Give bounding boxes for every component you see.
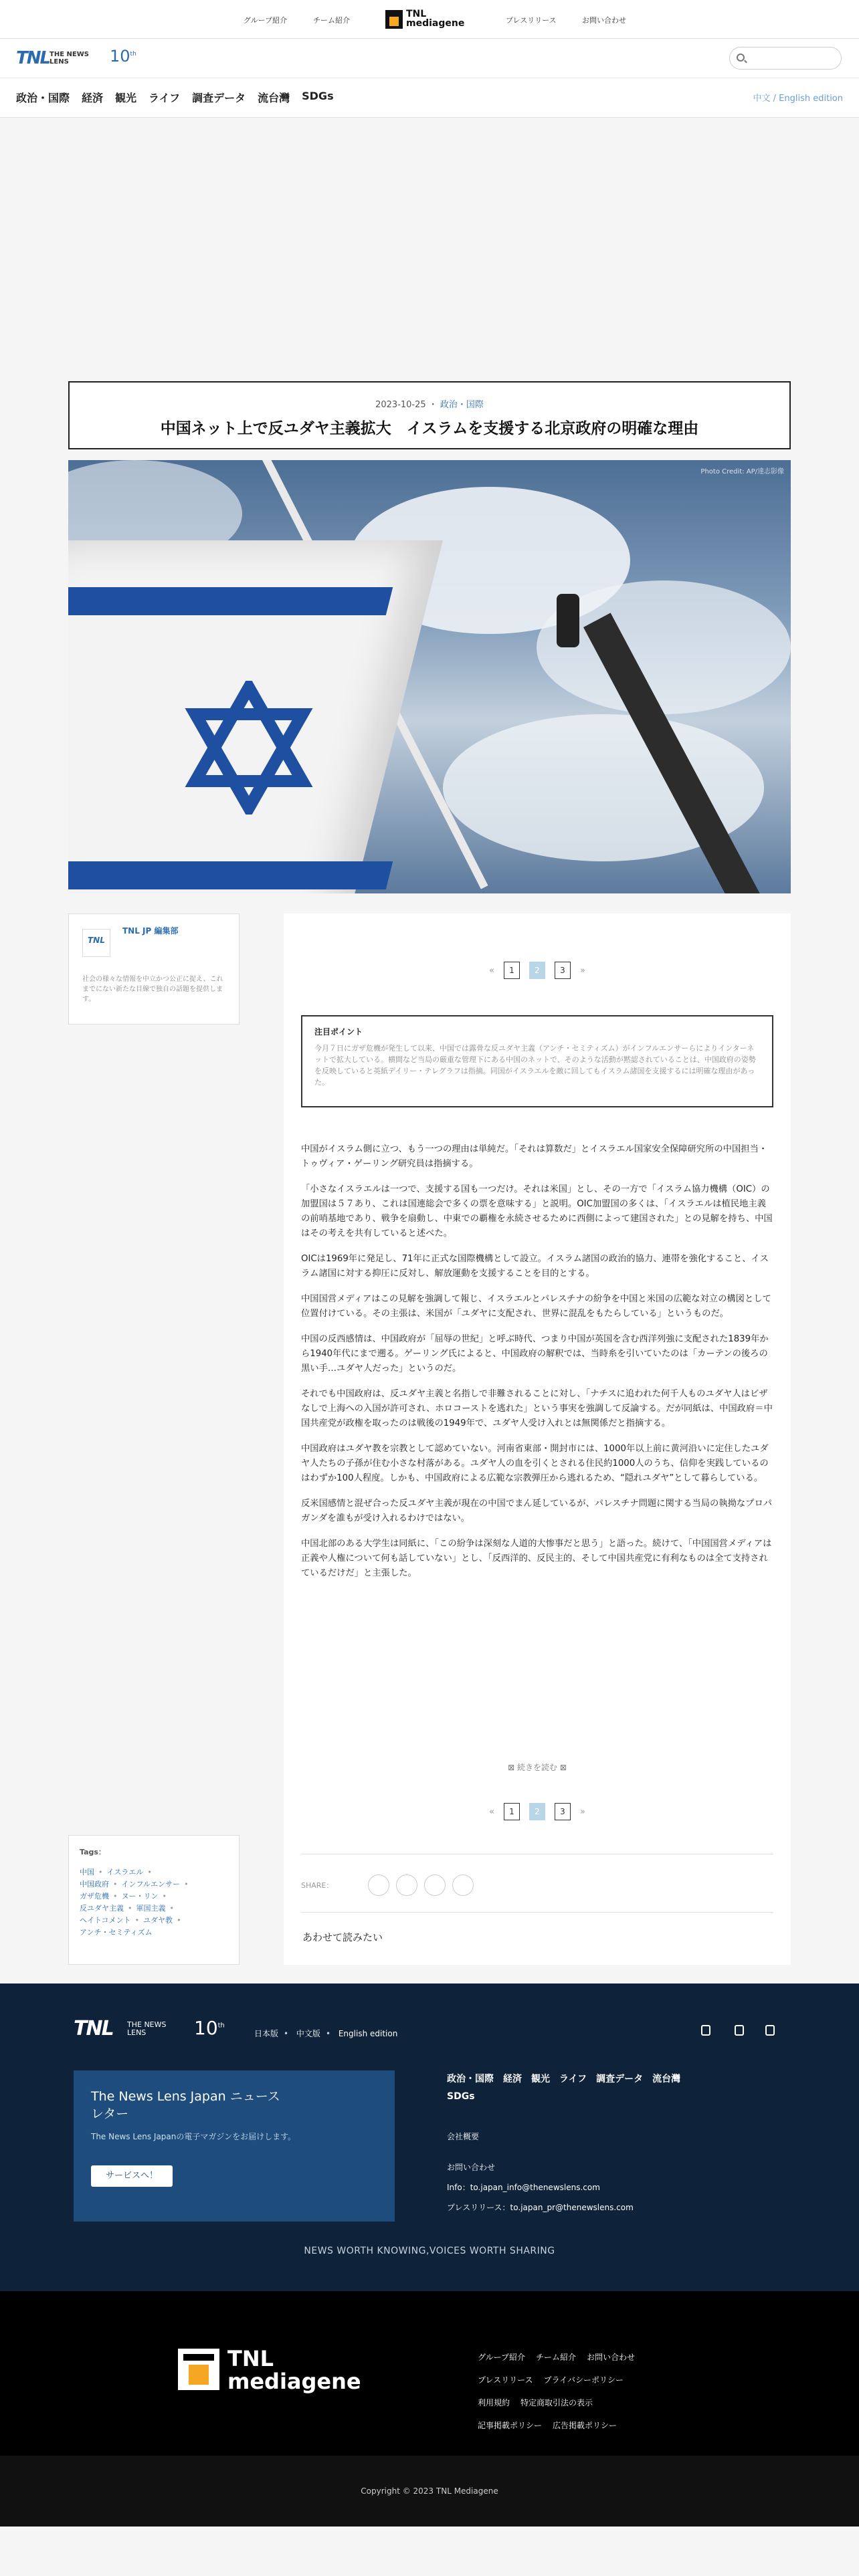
footer-link-chinese[interactable]: 中文版 — [296, 2029, 320, 2038]
footer-group-link[interactable]: 広告掲載ポリシー — [553, 2421, 617, 2430]
pagination-page-active[interactable]: 2 — [529, 962, 545, 979]
copyright-text: Copyright © 2023 TNL Mediagene — [361, 2486, 498, 2496]
share-bar — [301, 1854, 773, 1913]
read-more-link[interactable]: ⊠ 続きを読む ⊠ — [508, 1763, 567, 1772]
footer-group-link[interactable]: プレスリリース — [478, 2375, 533, 2385]
footer-company-link[interactable]: 会社概要 — [447, 2132, 480, 2141]
footer-category[interactable]: SDGs — [447, 2091, 475, 2102]
author-avatar[interactable] — [82, 929, 110, 957]
pagination-prev[interactable]: « — [489, 1806, 494, 1817]
nav-item-economy[interactable]: 経済 — [82, 92, 104, 104]
article-body — [301, 1142, 773, 1592]
twitter-icon[interactable] — [765, 2025, 775, 2036]
newsletter-button[interactable]: サービスへ！ — [91, 2165, 173, 2187]
logo-tnl: TNL — [16, 48, 50, 68]
body-paragraph: 中国政府はユダヤ教を宗教として認めていない。河南省東部・開封市には、1000年以上前に黄河沿いに定住したユダヤ人たちの子孫が住む小さな村落がある。ユダヤ人の血を引くとされる住民約1000人のうち、信仰を実践しているのはわずか100人程度。しかも、中国政府による広範な宗教弾圧から逃れるため、“隠れユダヤ”として暮らしている。 — [301, 1444, 769, 1483]
search-icon[interactable] — [737, 53, 745, 62]
footer-group-link[interactable]: グループ紹介 — [478, 2353, 526, 2362]
tags-list: 中国 • イスラエル • 中国政府 • インフルエンサー • ガザ危機 • ヌー・リン • 反ユダヤ主義 • 軍国主義 • ヘイトコメント • ユダヤ教 • アンチ・セミティズム — [80, 1868, 189, 1937]
footer-info — [447, 2127, 634, 2218]
footer-group-link[interactable]: チーム紹介 — [536, 2353, 577, 2362]
tag-link[interactable]: 中国政府 — [80, 1880, 109, 1889]
hero-image — [68, 460, 791, 893]
tnl-mediagene-large-mark-icon — [178, 2349, 219, 2390]
body-paragraph: 中国がイスラム側に立つ、もう一つの理由は単純だ。「それは算数だ」とイスラエル国家安全保障研究所の中国担当・トゥヴィア・ゲーリング研究員は指摘する。 — [301, 1144, 768, 1169]
footer-group-link[interactable]: 利用規約 — [478, 2398, 510, 2407]
pagination-prev[interactable]: « — [489, 965, 494, 976]
article-meta — [70, 397, 789, 410]
body-paragraph: それでも中国政府は、反ユダヤ主義と名指しで非難されることに対し、「ナチスに追われた何千人ものユダヤ人はビザなしで上海への入国が許可され、ホロコーストを逃れた」という事実を強調して反論する。だが同紙は、中国政府＝中国共産党が政権を取ったのは戦後の1949年で、ユダヤ人受け入れとは無関係だと指摘する。 — [301, 1389, 773, 1428]
pagination-page-active[interactable]: 2 — [529, 1803, 545, 1820]
footer-group — [0, 2291, 859, 2456]
newsletter-desc: The News Lens Japanの電子マガジンをお届けします。 — [91, 2132, 296, 2141]
tag-link[interactable]: アンチ・セミティズム — [80, 1928, 153, 1937]
body-paragraph: 反米国感情と混ぜ合った反ユダヤ主義が現在の中国でまん延しているが、パレスチナ問題に関する当局の執拗なプロパガンダを誰もが受け入れるわけではない。 — [301, 1499, 773, 1523]
twitter-share-icon[interactable] — [396, 1874, 417, 1896]
footer-category[interactable]: ライフ — [559, 2074, 587, 2084]
tnl-mediagene-large-logo[interactable] — [178, 2346, 379, 2395]
language-switch[interactable]: 中文 / English edition — [753, 94, 843, 104]
article-title: 中国ネット上で反ユダヤ主義拡大 イスラムを支援する北京政府の明確な理由 — [160, 420, 699, 437]
footer-contact-link[interactable]: お問い合わせ — [447, 2163, 496, 2172]
tag-link[interactable]: ガザ危機 — [80, 1892, 109, 1901]
site-header — [0, 39, 859, 118]
tags-title: Tags： — [80, 1848, 106, 1856]
footer-group-links — [478, 2346, 692, 2437]
body-paragraph: 中国の反西感情は、中国政府が「屈辱の世紀」と呼ぶ時代、つまり中国が英国を含む西洋列強に支配された1839年から1940年代にまで遡る。ゲーリング氏によると、中国政府の解釈では、当時糸を引いていたのは「カーテンの後ろの黒い手…ユダヤ人だった」というのだ。 — [301, 1334, 769, 1374]
flag-stripe — [68, 587, 393, 615]
nav-item-sdgs[interactable]: SDGs — [302, 90, 334, 102]
pagination-page[interactable]: 3 — [555, 1803, 571, 1820]
newsletter-box — [74, 2070, 395, 2222]
tag-link[interactable]: ユダヤ教 — [143, 1916, 173, 1925]
footer-info-email: Info：to.japan_info@thenewslens.com — [447, 2183, 600, 2192]
tag-link[interactable]: イスラエル — [106, 1868, 144, 1876]
footer-slogan: NEWS WORTH KNOWING,VOICES WORTH SHARING — [304, 2246, 555, 2256]
search-input[interactable] — [750, 51, 836, 65]
tag-link[interactable]: インフルエンサー — [121, 1880, 181, 1889]
footer-category[interactable]: 政治・国際 — [447, 2074, 494, 2084]
link-share-icon[interactable] — [452, 1874, 474, 1896]
logo-name: THE NEWS LENS — [50, 51, 89, 66]
key-point-box — [301, 1015, 773, 1107]
star-of-david-icon — [182, 681, 316, 815]
copyright-bar — [0, 2456, 859, 2527]
footer-category[interactable]: 調査データ — [596, 2074, 644, 2084]
ad-space — [0, 118, 859, 381]
footer-category[interactable]: 観光 — [531, 2074, 550, 2084]
key-point-heading: 注目ポイント — [314, 1027, 363, 1037]
footer-group-link[interactable]: プライバシーポリシー — [543, 2375, 624, 2385]
newsletter-title: The News Lens Japan ニュースレター — [91, 2089, 280, 2121]
topbar-link-team[interactable]: チーム紹介 — [313, 16, 350, 25]
tags-box — [68, 1835, 240, 1965]
pagination-next[interactable]: » — [580, 1806, 585, 1817]
instagram-icon[interactable] — [735, 2025, 744, 2036]
tnl-mediagene-wordmark: TNL mediagene — [406, 9, 465, 29]
tag-link[interactable]: 反ユダヤ主義 — [80, 1904, 124, 1913]
footer-group-link[interactable]: 記事掲載ポリシー — [478, 2421, 543, 2430]
pagination-page[interactable]: 1 — [504, 962, 520, 979]
topbar-link-contact[interactable]: お問い合わせ — [582, 16, 626, 25]
tag-link[interactable]: 軍国主義 — [136, 1904, 166, 1913]
top-bar — [0, 0, 859, 39]
the-news-lens-logo[interactable] — [16, 47, 150, 70]
footer-group-link[interactable]: お問い合わせ — [587, 2353, 636, 2362]
pagination-page[interactable]: 1 — [504, 1803, 520, 1820]
footer-logo-tnl: TNL — [74, 2017, 113, 2040]
footer-press-email: プレスリリース：to.japan_pr@thenewslens.com — [447, 2203, 634, 2212]
line-share-icon[interactable] — [424, 1874, 446, 1896]
page-bottom — [0, 2527, 859, 2576]
tnl-mediagene-mark-icon — [385, 10, 403, 29]
tag-link[interactable]: ヌー・リン — [121, 1892, 159, 1901]
pagination-next[interactable]: » — [580, 965, 585, 976]
footer-logo-name: THE NEWS LENS — [127, 2020, 167, 2037]
footer-category[interactable]: 流台灣 — [652, 2074, 681, 2084]
footer-edition-links: 日本版 • 中文版 • English edition — [254, 2029, 398, 2038]
author-description: 社会の様々な情報を中立かつ公正に捉え、これまでにない新たな目線で独自の話題を提供します。 — [82, 976, 223, 1003]
topbar-link-group[interactable]: グループ紹介 — [244, 16, 288, 25]
tag-link[interactable]: 中国 — [80, 1868, 94, 1876]
footer-link-english[interactable]: English edition — [338, 2029, 398, 2038]
monument-statue — [557, 594, 579, 647]
flag-stripe — [68, 861, 393, 889]
tag-link[interactable]: ヘイトコメント — [80, 1916, 131, 1925]
nav-item-politics[interactable]: 政治・国際 — [16, 92, 70, 104]
footer-group-link[interactable]: 特定商取引法の表示 — [520, 2398, 593, 2407]
nav-item-taiwan[interactable]: 流台灣 — [258, 92, 290, 104]
logo-anniversary: 10th — [110, 47, 136, 66]
read-more-label: 続きを読む — [516, 1763, 557, 1772]
main-nav — [16, 90, 334, 105]
footer-logo-anniversary: 10th — [194, 2017, 225, 2039]
article-title-box — [68, 381, 791, 449]
facebook-share-icon[interactable] — [368, 1874, 389, 1896]
footer-categories — [447, 2070, 781, 2105]
article-date: 2023-10-25 — [375, 400, 426, 410]
tnl-mediagene-logo[interactable] — [385, 9, 475, 31]
article-main — [284, 914, 791, 1965]
footer-main — [0, 1983, 859, 2291]
footer-logo[interactable] — [74, 2017, 227, 2041]
footer-category[interactable]: 経済 — [503, 2074, 522, 2084]
article-category[interactable]: 政治・国際 — [440, 400, 484, 410]
body-paragraph: 中国国営メディアはこの見解を強調して報じ、イスラエルとパレスチナの紛争を中国と米国の広範な対立の構図として位置付けている。その主張は、米国が「ユダヤに支配され、世界に混乱をもたらしている」というものだ。 — [301, 1294, 771, 1319]
image-credit: Photo Credit: AP/達志影像 — [700, 468, 784, 475]
author-name[interactable]: TNL JP 編集部 — [122, 926, 179, 936]
facebook-icon[interactable] — [701, 2025, 710, 2036]
author-avatar-logo: TNL — [88, 936, 105, 945]
body-paragraph: 中国北部のある大学生は同紙に、「この紛争は深刻な人道的大惨事だと思う」と語った。続けて、「中国国営メディアは正義や人権について何も話していない」とし、「反西洋的、反民主的、そして中国共産党に有利なものは全て支持されているだけだ」と主張した。 — [301, 1539, 772, 1578]
search-box[interactable] — [729, 47, 842, 70]
body-paragraph: 「小さなイスラエルは一つで、支援する国も一つだけ。それは米国」とし、その一方で「イスラム協力機構（OIC）の加盟国は５７あり、これは国連総会で多くの票を意味する」と説明。OIC加盟国の多くは、「イスラエルは植民地主義の前哨基地であり、戦争を扇動し、中東での覇権を永続させるために西側によって建国された」との見解を持ち、中国はその考えを共有していると述べた。 — [301, 1184, 773, 1239]
related-heading: あわせて読みたい — [302, 1931, 383, 1943]
key-point-text: 今月７日にガザ危機が発生して以来、中国では露骨な反ユダヤ主義（アンチ・セミティズム）がインフルエンサーらによりインターネットで拡大している。横間など当局の厳重な管理下にある中国のネットで、そのような活動が黙認されていることは、中国政府の姿勢を反映していると英紙デイリー・テレグラフは指摘。同国がイスラエルを敵に回してもイスラム諸国を支援するには明確な理由があった。 — [314, 1044, 756, 1087]
nav-item-life[interactable]: ライフ — [149, 92, 181, 104]
topbar-link-press[interactable]: プレスリリース — [506, 16, 557, 25]
nav-item-research[interactable]: 調査データ — [192, 92, 246, 104]
nav-item-tourism[interactable]: 観光 — [115, 92, 137, 104]
pagination-bottom — [284, 1803, 791, 1820]
author-card — [68, 914, 240, 1025]
tnl-mediagene-large-wordmark: TNL mediagene — [227, 2346, 361, 2394]
pagination-page[interactable]: 3 — [555, 962, 571, 979]
footer-link-japan[interactable]: 日本版 — [254, 2029, 279, 2038]
share-label: SHARE： — [301, 1881, 334, 1890]
body-paragraph: OICは1969年に発足し、71年に正式な国際機構として設立。イスラム諸国の政治的協力、連帯を強化すること、イスラム諸国に対する抑圧に反対し、解放運動を支援することを目的とする。 — [301, 1254, 769, 1279]
meta-separator: ・ — [428, 400, 438, 410]
pagination-top — [284, 962, 791, 979]
